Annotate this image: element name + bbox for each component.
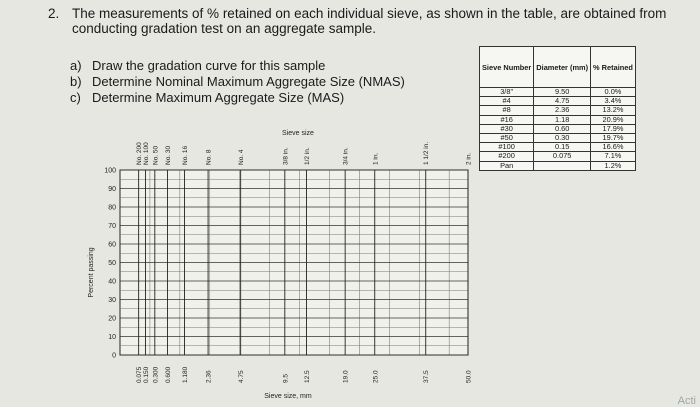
cell-sieve-number: #8: [480, 106, 534, 115]
cell-percent-retained: 20.9%: [591, 115, 636, 124]
cell-diameter: 0.15: [534, 143, 591, 152]
y-tick-label: 70: [108, 223, 116, 230]
part-text: Draw the gradation curve for this sample: [92, 58, 326, 73]
cell-diameter: 0.075: [534, 152, 591, 161]
x-tick-label-top: 1 in.: [372, 152, 380, 165]
x-tick-label-bottom: 9.5: [282, 373, 290, 383]
cell-diameter: 9.50: [534, 88, 591, 97]
cell-sieve-number: #50: [480, 134, 534, 143]
y-tick-label: 60: [108, 241, 116, 249]
part-text: Determine Nominal Maximum Aggregate Size (NMAS): [92, 74, 405, 89]
part-text: Determine Maximum Aggregate Size (MAS): [92, 90, 345, 105]
x-tick-label-bottom: 12.5: [303, 370, 311, 383]
x-tick-label-top: No. 30: [165, 145, 173, 165]
x-tick-label-bottom: 37.5: [423, 370, 431, 383]
x-tick-label-top: No. 8: [205, 149, 213, 165]
x-tick-label-bottom: 0.075: [136, 366, 144, 383]
question-number: 2.: [48, 6, 60, 21]
x-tick-label-bottom: 50.0: [465, 370, 473, 383]
cell-sieve-number: #16: [480, 115, 534, 124]
part-label: a): [70, 58, 82, 73]
x-tick-label-bottom: 25.0: [372, 370, 380, 383]
x-tick-label-bottom: 0.150: [142, 366, 150, 383]
x-axis-title: Sieve size, mm: [264, 393, 312, 400]
cell-diameter: 0.30: [534, 134, 591, 143]
top-axis-title: Sieve size: [282, 130, 314, 137]
cell-diameter: 1.18: [534, 115, 591, 124]
cell-sieve-number: #30: [480, 124, 534, 133]
cell-percent-retained: 19.7%: [591, 134, 636, 143]
y-tick-label: 50: [108, 260, 116, 267]
x-tick-label-top: No. 200: [136, 142, 144, 165]
y-tick-label: 20: [108, 315, 116, 323]
cell-percent-retained: 0.0%: [591, 88, 636, 97]
watermark: Acti: [677, 395, 696, 407]
x-tick-label-top: 3/8 in.: [282, 147, 290, 165]
y-tick-label: 80: [108, 204, 116, 212]
x-tick-label-bottom: 1.180: [181, 366, 189, 383]
cell-percent-retained: 3.4%: [591, 97, 636, 106]
part-label: c): [70, 90, 81, 105]
y-tick-label: 40: [108, 278, 116, 286]
x-tick-label-top: No. 16: [181, 145, 189, 165]
x-tick-label-top: 3/4 in.: [342, 147, 350, 165]
cell-diameter: 2.36: [534, 106, 591, 115]
question-text: The measurements of % retained on each individual sieve, as shown in the table, are obtained from conducting gradation test on an aggregate sample.: [72, 6, 667, 36]
x-tick-label-top: No. 4: [238, 149, 246, 165]
y-axis-title: Percent passing: [88, 247, 95, 298]
y-tick-label: 0: [112, 352, 116, 360]
cell-diameter: 4.75: [534, 97, 591, 106]
cell-diameter: 0.60: [534, 124, 591, 133]
cell-sieve-number: #200: [480, 152, 534, 161]
cell-sieve-number: Pan: [480, 161, 534, 170]
x-tick-label-top: No. 100: [142, 142, 150, 165]
x-tick-label-bottom: 0.600: [165, 366, 173, 383]
y-tick-label: 90: [108, 186, 116, 193]
x-tick-label-top: No. 50: [152, 145, 160, 165]
cell-percent-retained: 16.6%: [591, 143, 636, 152]
y-tick-label: 30: [108, 297, 116, 304]
cell-sieve-number: #100: [480, 143, 534, 152]
x-tick-label-top: 1 1/2 in.: [423, 141, 431, 165]
y-tick-label: 10: [108, 334, 116, 341]
cell-sieve-number: 3/8": [480, 88, 534, 97]
x-tick-label-bottom: 19.0: [342, 370, 350, 383]
header-percent-retained: % Retained: [591, 47, 636, 88]
x-tick-label-top: 2 in.: [465, 152, 473, 165]
cell-percent-retained: 1.2%: [591, 161, 636, 170]
cell-sieve-number: #4: [480, 97, 534, 106]
x-tick-label-bottom: 4.75: [238, 370, 246, 383]
y-tick-label: 100: [104, 167, 116, 175]
x-tick-label-bottom: 2.36: [205, 370, 213, 383]
x-tick-label-bottom: 0.300: [152, 366, 160, 383]
x-tick-label-top: 1/2 in.: [303, 147, 311, 165]
cell-percent-retained: 13.2%: [591, 106, 636, 115]
header-diameter: Diameter (mm): [534, 47, 591, 88]
cell-percent-retained: 7.1%: [591, 152, 636, 161]
part-label: b): [70, 74, 82, 89]
header-sieve-number: Sieve Number: [480, 47, 534, 88]
cell-percent-retained: 17.9%: [591, 124, 636, 133]
